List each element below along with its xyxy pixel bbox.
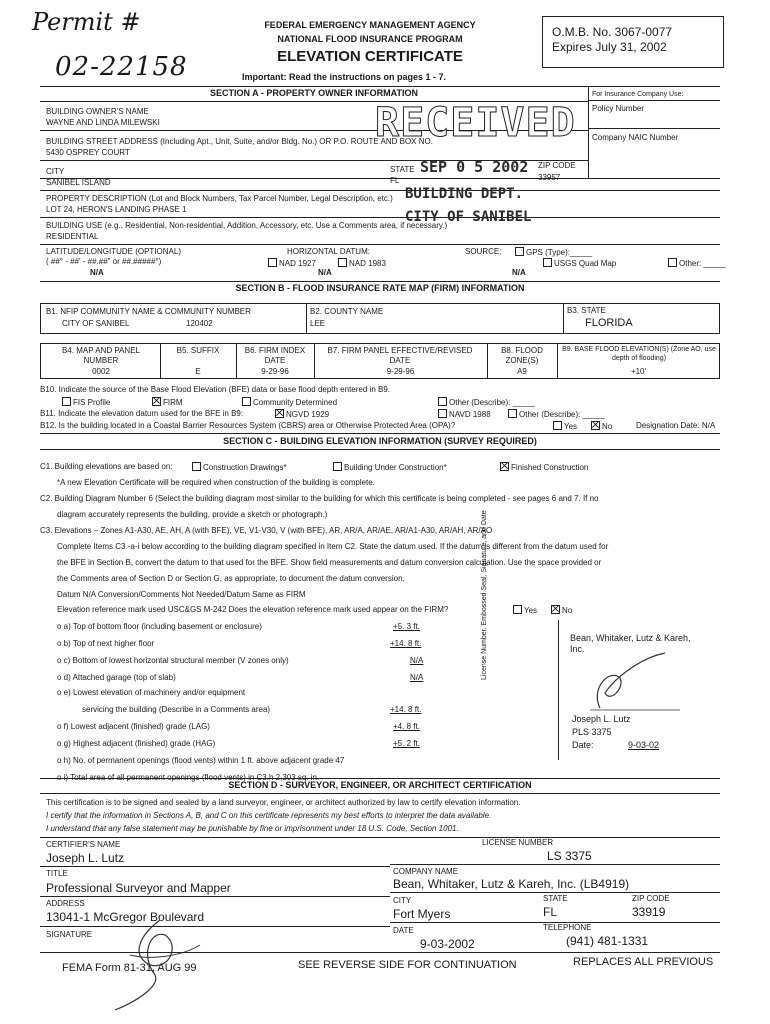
c2-text-cont: diagram accurately represents the building, provide a sketch or photograph.)	[57, 510, 328, 519]
ngvd-option[interactable]: NGVD 1929	[275, 409, 329, 420]
certifier-name: Joseph L. Lutz	[46, 851, 125, 865]
replaces-note: REPLACES ALL PREVIOUS	[573, 956, 714, 968]
address-d-value: 13041-1 McGregor Boulevard	[46, 910, 205, 924]
community-option[interactable]: Community Determined	[242, 397, 337, 408]
b10-text: B10. Indicate the source of the Base Flood Elevation (BFE) data or base flood depth entered in B9.	[40, 385, 390, 394]
b7-label: B7. FIRM PANEL EFFECTIVE/REVISED DATE	[327, 346, 473, 365]
owner-value: WAYNE AND LINDA MILEWSKI	[46, 118, 160, 127]
b6-label: B6. FIRM INDEX DATE	[244, 346, 306, 365]
b1-name: CITY OF SANIBEL	[62, 319, 130, 328]
state-label: STATE	[390, 165, 415, 174]
building-dept-stamp: BUILDING DEPT.	[405, 186, 524, 202]
insurance-use-label: For Insurance Company Use:	[592, 91, 684, 98]
license-label: LICENSE NUMBER	[482, 838, 554, 847]
title-label: TITLE	[46, 869, 68, 878]
seal-company: Bean, Whitaker, Lutz & Kareh, Inc.	[570, 633, 691, 654]
elevation-value-c: N/A	[410, 656, 424, 665]
form-title: ELEVATION CERTIFICATE	[277, 48, 463, 65]
surveyor-signature-sketch	[580, 648, 690, 718]
city-d-label: CITY	[393, 896, 412, 905]
elevation-item-h: o h) No. of permanent openings (flood vents) within 1 ft. above adjacent grade 47	[57, 756, 345, 765]
false-statement-note: I understand that any false statement may be punishable by fine or imprisonment under 18 U.S. Code, Section 1001.	[46, 824, 459, 833]
received-date-stamp: SEP 0 5 2002	[420, 158, 529, 176]
ref-no-option[interactable]: No	[551, 605, 572, 616]
date-d-label: DATE	[393, 926, 414, 935]
horizontal-datum-label: HORIZONTAL DATUM:	[287, 247, 370, 256]
ref-yes-option[interactable]: Yes	[513, 605, 537, 616]
company-value: Bean, Whitaker, Lutz & Kareh, Inc. (LB4919)	[393, 877, 630, 891]
zip-d-value: 33919	[632, 905, 666, 919]
address-d-label: ADDRESS	[46, 899, 85, 908]
address-value: 5430 OSPREY COURT	[46, 148, 130, 157]
fis-option[interactable]: FIS Profile	[62, 397, 110, 408]
checkbox-checked-icon	[551, 605, 560, 614]
other-source-option[interactable]: Other: _____	[668, 258, 726, 269]
cbrs-yes-option[interactable]: Yes	[553, 421, 577, 432]
certification-statement: I certify that the information in Sections A, B, and C on this certificate represents my best efforts to interpret the data available.	[46, 811, 492, 820]
state-d-label: STATE	[543, 894, 568, 903]
naic-label: Company NAIC Number	[592, 133, 679, 142]
section-c-title: SECTION C - BUILDING ELEVATION INFORMATION (SURVEY REQUIRED)	[223, 436, 537, 446]
checkbox-icon	[543, 258, 552, 267]
date-d-value: 9-03-2002	[420, 937, 475, 951]
description-value: LOT 24, HERON'S LANDING PHASE 1	[46, 205, 187, 214]
instructions-note: Important: Read the instructions on pages 1 - 7.	[242, 72, 447, 82]
checkbox-icon	[438, 409, 447, 418]
address-label: BUILDING STREET ADDRESS (Including Apt., Unit, Suite, and/or Bldg. No.) OR P.O. ROUTE AND BOX NO.	[46, 137, 433, 146]
section-d-title: SECTION D - SURVEYOR, ENGINEER, OR ARCHITECT CERTIFICATION	[228, 780, 532, 790]
elevation-value-b: +14. 8 ft.	[390, 639, 422, 648]
finished-construction-option[interactable]: Finished Construction	[500, 462, 588, 473]
elevation-item-c: o c) Bottom of lowest horizontal structural member (V zones only)	[57, 656, 289, 665]
checkbox-icon	[62, 397, 71, 406]
b6-value: 9-29-96	[261, 367, 289, 376]
building-use-value: RESIDENTIAL	[46, 232, 99, 241]
b8-value: A9	[517, 367, 527, 376]
elevation-item-g: o g) Highest adjacent (finished) grade (HAG)	[57, 739, 216, 748]
elevation-item-d: o d) Attached garage (top of slab)	[57, 673, 176, 682]
usgs-option[interactable]: USGS Quad Map	[543, 258, 616, 269]
reference-mark-line: Elevation reference mark used USC&GS M-242 Does the elevation reference mark used appear on the FIRM?	[57, 605, 449, 614]
checkbox-icon	[513, 605, 522, 614]
source-label: SOURCE:	[465, 247, 502, 256]
elevation-value-e: +14. 8 ft.	[390, 705, 422, 714]
checkbox-checked-icon	[591, 421, 600, 430]
checkbox-icon	[333, 462, 342, 471]
elevation-value-g: +5. 2 ft.	[393, 739, 420, 748]
latlong-label: LATITUDE/LONGITUDE (OPTIONAL)	[46, 247, 181, 256]
gps-option[interactable]: GPS (Type):_____	[515, 247, 592, 258]
elevation-item-a: o a) Top of bottom floor (including basement or enclosure)	[57, 622, 262, 631]
city-value: SANIBEL ISLAND	[46, 178, 111, 187]
seal-label: License Number, Embossed Seal, Signature, and Date	[481, 510, 488, 680]
zip-value: 33957	[538, 173, 561, 182]
city-label: CITY	[46, 167, 65, 176]
elevation-value-f: +4. 8 ft.	[393, 722, 420, 731]
permit-label: Permit #	[32, 8, 141, 36]
elevation-item-e: o e) Lowest elevation of machinery and/or equipment	[57, 688, 246, 697]
received-stamp: RECEIVED	[375, 100, 576, 146]
city-stamp: CITY OF SANIBEL	[405, 209, 532, 225]
b11-text: B11. Indicate the elevation datum used for the BFE in B9:	[40, 409, 244, 418]
cbrs-no-option[interactable]: No	[591, 421, 612, 432]
state-value: FL	[390, 176, 400, 185]
form-number: FEMA Form 81-31, AUG 99	[62, 962, 197, 974]
checkbox-icon	[553, 421, 562, 430]
signature-label: SIGNATURE	[46, 930, 93, 939]
b3-label: B3. STATE	[567, 306, 606, 315]
b2-value: LEE	[310, 319, 326, 328]
zip-label: ZIP CODE	[538, 161, 576, 170]
other-bfe-option[interactable]: Other (Describe): _____	[438, 397, 535, 408]
b9-value: +10'	[630, 367, 647, 376]
b5-value: E	[195, 367, 201, 376]
section-b-title: SECTION B - FLOOD INSURANCE RATE MAP (FIRM) INFORMATION	[235, 283, 525, 293]
b1-label: B1. NFIP COMMUNITY NAME & COMMUNITY NUMBER	[46, 307, 251, 316]
title-value: Professional Surveyor and Mapper	[46, 881, 231, 895]
seal-date: 9-03-02	[628, 740, 660, 750]
c1-text: C1. Building elevations are based on:	[40, 462, 173, 471]
telephone-label: TELEPHONE	[543, 923, 592, 932]
certifier-name-label: CERTIFIER'S NAME	[46, 840, 121, 849]
checkbox-icon	[668, 258, 677, 267]
owner-label: BUILDING OWNER'S NAME	[46, 107, 149, 116]
checkbox-icon	[508, 409, 517, 418]
c2-text: C2. Building Diagram Number 6 (Select the building diagram most similar to the building for which this certificate is being completed - see pages 6 and 7. If no	[40, 494, 599, 503]
firm-option[interactable]: FIRM	[152, 397, 183, 408]
checkbox-icon	[192, 462, 201, 471]
horizontal-datum-value: N/A	[318, 268, 332, 277]
c3-text-d: the Comments area of Section D or Section G, as appropriate, to document the datum conversion.	[57, 574, 405, 583]
permit-number: 02-22158	[55, 52, 188, 82]
program-name: NATIONAL FLOOD INSURANCE PROGRAM	[277, 34, 463, 44]
seal-name: Joseph L. Lutz	[572, 714, 631, 724]
omb-number: O.M.B. No. 3067-0077	[552, 25, 673, 39]
checkbox-icon	[242, 397, 251, 406]
b4-value: 0002	[92, 367, 110, 376]
agency-name: FEDERAL EMERGENCY MANAGEMENT AGENCY	[264, 20, 476, 30]
elevation-item-e-cont: servicing the building (Describe in a Comments area)	[82, 705, 271, 714]
b12-text: B12. Is the building located in a Coastal Barrier Resources System (CBRS) area or Otherwise Protected Area (OPA)?	[40, 421, 456, 430]
under-construction-option[interactable]: Building Under Construction*	[333, 462, 447, 473]
checkbox-checked-icon	[500, 462, 509, 471]
navd-option[interactable]: NAVD 1988	[438, 409, 491, 420]
c1-note: *A new Elevation Certificate will be required when construction of the building is complete.	[57, 478, 375, 487]
checkbox-icon	[268, 258, 277, 267]
certification-intro: This certification is to be signed and sealed by a land surveyor, engineer, or architect authorized by law to certify elevation information.	[46, 798, 521, 807]
elevation-item-f: o f) Lowest adjacent (finished) grade (LAG)	[57, 722, 210, 731]
city-d-value: Fort Myers	[393, 907, 451, 921]
building-use-label: BUILDING USE (e.g., Residential, Non-residential, Addition, Accessory, etc. Use a Comments area, if necessary.)	[46, 221, 448, 230]
elevation-value-a: +5. 3 ft.	[393, 622, 420, 631]
license-value: LS 3375	[547, 849, 592, 863]
elevation-item-b: o b) Top of next higher floor	[57, 639, 155, 648]
construction-drawings-option[interactable]: Construction Drawings*	[192, 462, 287, 473]
telephone-value: (941) 481-1331	[566, 934, 649, 948]
zip-d-label: ZIP CODE	[632, 894, 670, 903]
checkbox-checked-icon	[275, 409, 284, 418]
latlong-value: N/A	[90, 268, 104, 277]
b8-label: B8. FLOOD ZONE(S)	[501, 346, 543, 365]
nad1983-option[interactable]: NAD 1983	[338, 258, 386, 269]
policy-number-label: Policy Number	[592, 104, 645, 113]
b9-label: B9. BASE FLOOD ELEVATION(S) (Zone AO, use depth of flooding)	[562, 346, 716, 362]
checkbox-icon	[338, 258, 347, 267]
c3-text-c: the BFE in Section B, convert the datum to that used for the BFE. Show field measurements and datum conversion calculation. Use the space provided or	[57, 558, 602, 567]
omb-expires: Expires July 31, 2002	[552, 40, 667, 54]
seal-pls: PLS 3375	[572, 727, 612, 737]
checkbox-checked-icon	[152, 397, 161, 406]
b7-value: 9-29-96	[386, 367, 415, 376]
b3-value: FLORIDA	[585, 317, 633, 329]
state-d-value: FL	[543, 905, 558, 919]
latlong-format: ( ##° - ##' - ##.##" or ##.#####°)	[46, 257, 162, 266]
datum-line: Datum N/A Conversion/Comments Not Needed/Datum Same as FIRM	[57, 590, 306, 599]
b1-number: 120402	[186, 319, 213, 328]
designation-date: Designation Date: N/A	[636, 421, 716, 430]
c3-text-b: Complete Items C3.-a-i below according to the building diagram specified in Item C2. State the datum used. If the datum is different from the datum used for	[57, 542, 609, 551]
nad1927-option[interactable]: NAD 1927	[268, 258, 316, 269]
b4-label: B4. MAP AND PANEL NUMBER	[62, 346, 140, 365]
company-label: COMPANY NAME	[393, 867, 459, 876]
b5-label: B5. SUFFIX	[176, 346, 220, 355]
description-label: PROPERTY DESCRIPTION (Lot and Block Numbers, Tax Parcel Number, Legal Description, etc.)	[46, 194, 393, 203]
reverse-note: SEE REVERSE SIDE FOR CONTINUATION	[298, 959, 517, 971]
c3-text: C3. Elevations – Zones A1-A30, AE, AH, A (with BFE), VE, V1-V30, V (with BFE), AR, AR/A, AR/AE, AR/A1-A30, AR/AH, AR/AO	[40, 526, 493, 535]
seal-date-label: Date:	[572, 740, 594, 750]
b2-label: B2. COUNTY NAME	[310, 307, 384, 316]
checkbox-icon	[438, 397, 447, 406]
section-a-title: SECTION A - PROPERTY OWNER INFORMATION	[209, 88, 418, 98]
elevation-value-d: N/A	[410, 673, 424, 682]
source-value: N/A	[512, 268, 526, 277]
checkbox-icon	[515, 247, 524, 256]
b11-other-option[interactable]: Other (Describe): _____	[508, 409, 605, 420]
